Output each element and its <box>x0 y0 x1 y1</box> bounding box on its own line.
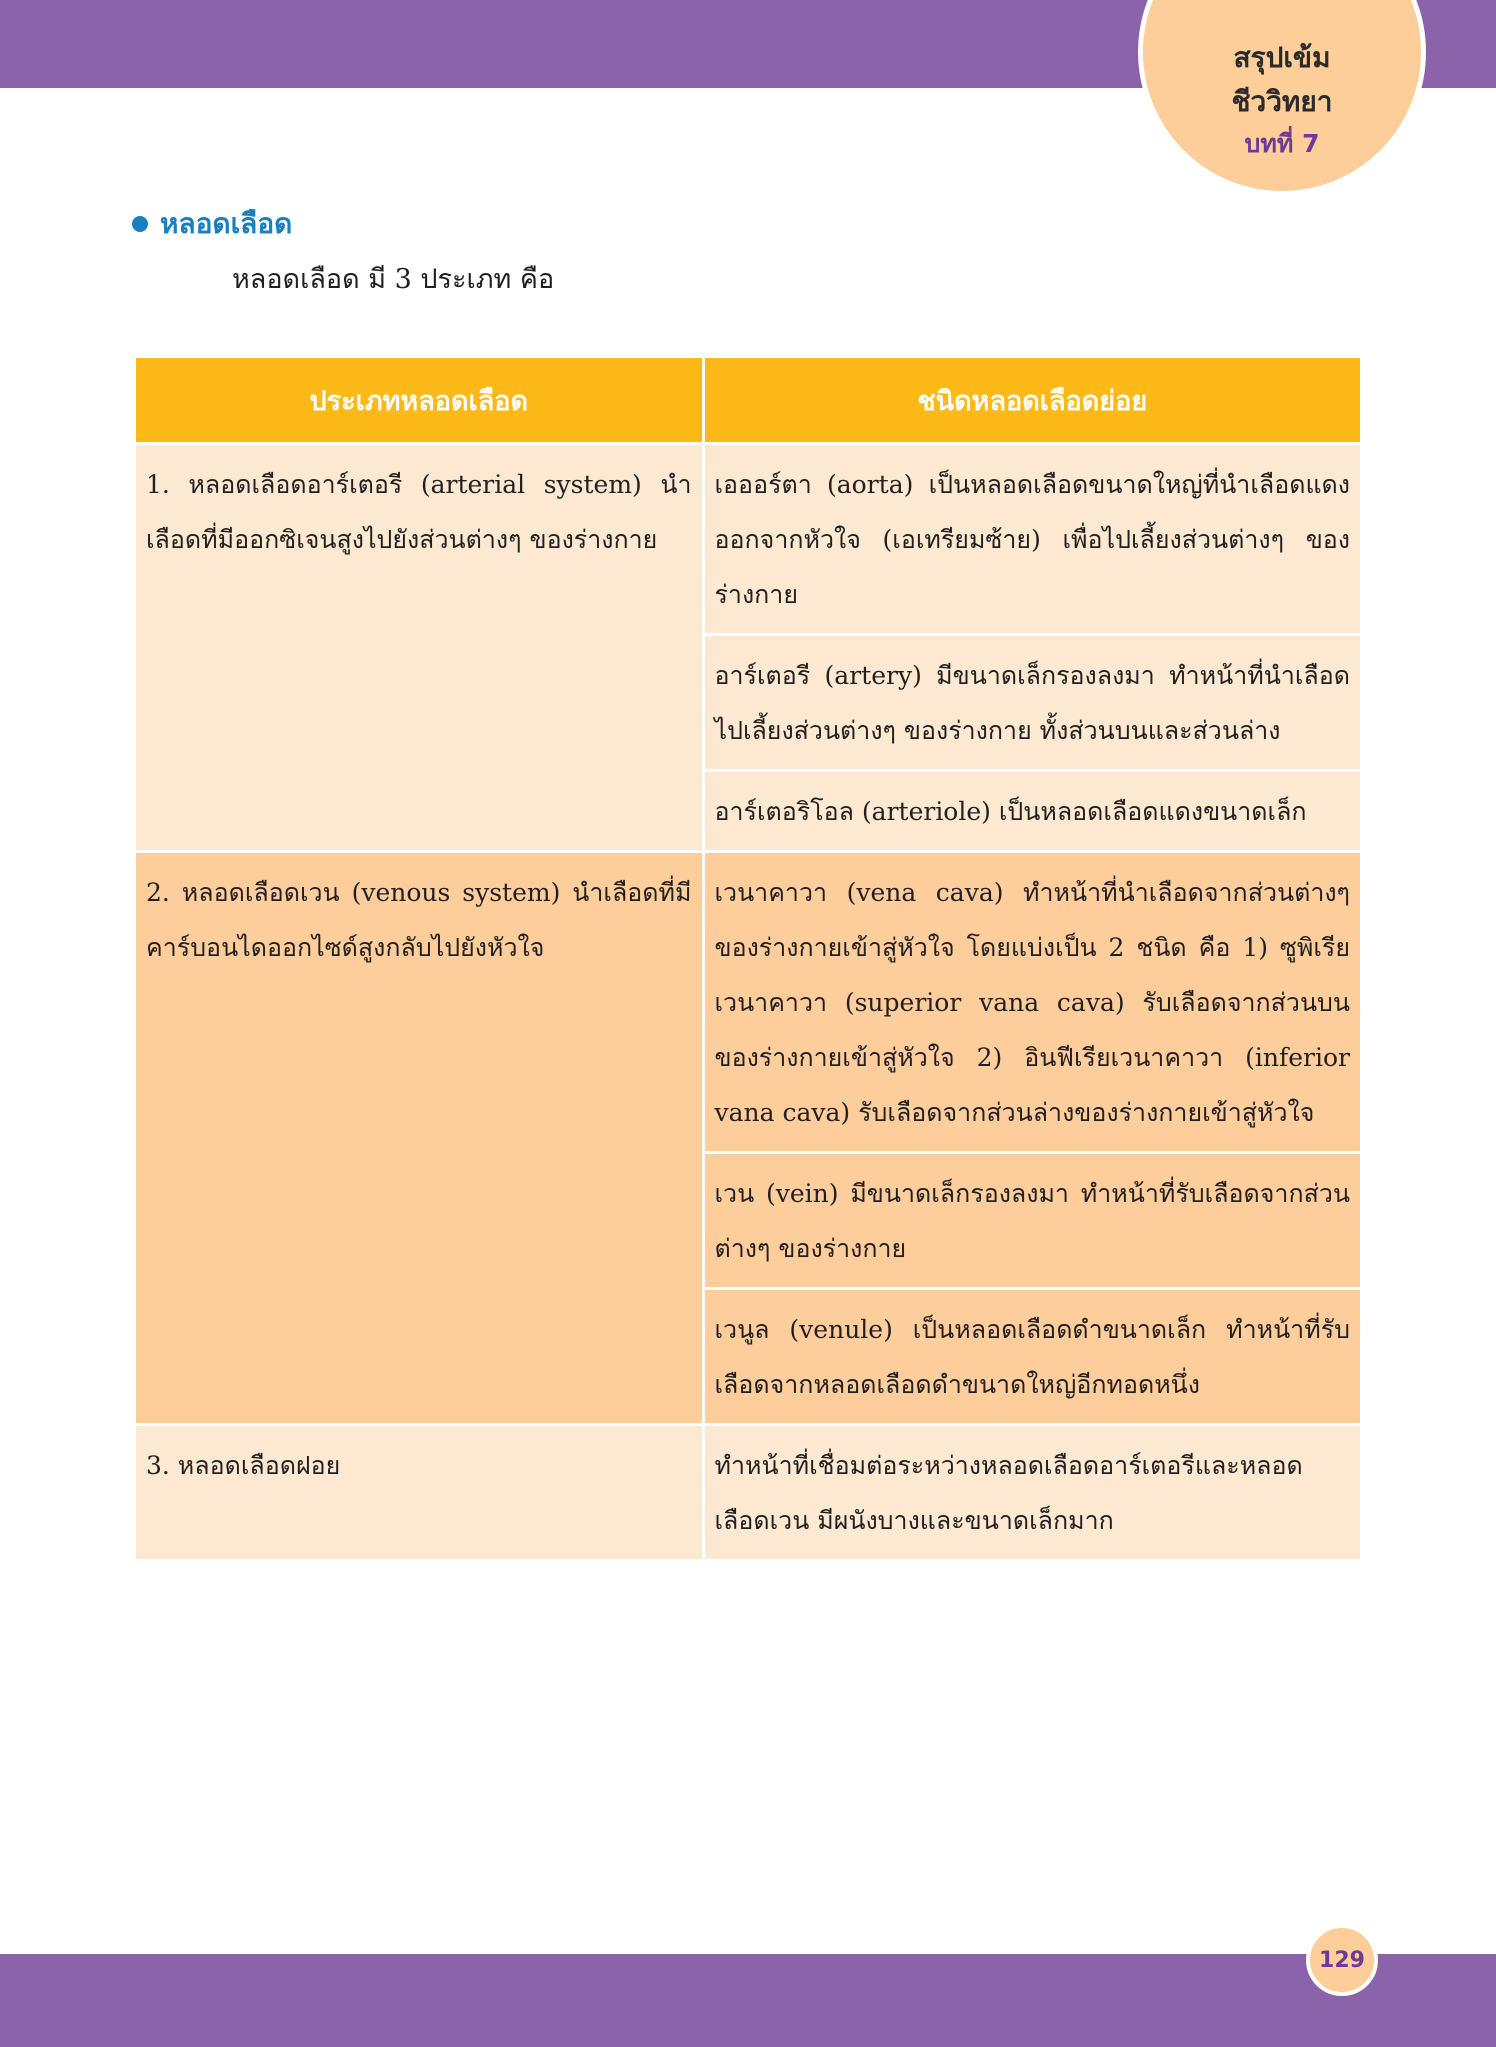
vessel-subtype-cell: เอออร์ตา (aorta) เป็นหลอดเลือดขนาดใหญ่ที่นำเลือดแดงออกจากหัวใจ (เอเทรียมซ้าย) เพื่อไปเลี้ยงส่วนต่างๆ ของร่างกาย <box>703 444 1360 635</box>
vessel-type-cell: 1. หลอดเลือดอาร์เตอรี (arterial system) นำเลือดที่มีออกซิเจนสูงไปยังส่วนต่างๆ ของร่างกาย <box>136 444 703 852</box>
chapter-label <box>1138 36 1426 164</box>
vessel-type-cell: 2. หลอดเลือดเวน (venous system) นำเลือดที่มีคาร์บอนไดออกไซด์สูงกลับไปยังหัวใจ <box>136 852 703 1425</box>
vessel-subtype-cell: เวนูล (venule) เป็นหลอดเลือดดำขนาดเล็ก ทำหน้าที่รับเลือดจากหลอดเลือดดำขนาดใหญ่อีกทอดหนึ่ง <box>703 1289 1360 1425</box>
bottom-band <box>0 1954 1496 2047</box>
vessel-subtype-cell: เวน (vein) มีขนาดเล็กรองลงมา ทำหน้าที่รับเลือดจากส่วนต่างๆ ของร่างกาย <box>703 1153 1360 1289</box>
header-vessel-type: ประเภทหลอดเลือด <box>136 358 703 444</box>
section-heading <box>132 200 292 248</box>
header-vessel-subtype: ชนิดหลอดเลือดย่อย <box>703 358 1360 444</box>
chapter-title-line1: สรุปเข้ม <box>1233 41 1331 74</box>
vessel-subtype-cell: อาร์เตอริโอล (arteriole) เป็นหลอดเลือดแดงขนาดเล็ก <box>703 771 1360 852</box>
section-title: หลอดเลือด <box>160 207 293 240</box>
page-number: 129 <box>1306 1924 1378 1996</box>
vessel-subtype-cell: เวนาคาวา (vena cava) ทำหน้าที่นำเลือดจากส่วนต่างๆ ของร่างกายเข้าสู่หัวใจ โดยแบ่งเป็น 2 ชนิด คือ 1) ซูพิเรียเวนาคาวา (superior vana cava) รับเลือดจากส่วนบนของร่างกายเข้าสู่หัวใจ 2) อินฟีเรียเวนาคาวา (inferior vana cava) รับเลือดจากส่วนล่างของร่างกายเข้าสู่หัวใจ <box>703 852 1360 1153</box>
vessel-subtype-cell: ทำหน้าที่เชื่อมต่อระหว่างหลอดเลือดอาร์เตอรีและหลอดเลือดเวน มีผนังบางและขนาดเล็กมาก <box>703 1425 1360 1561</box>
table-row <box>136 444 1360 635</box>
vessel-subtype-cell: อาร์เตอรี (artery) มีขนาดเล็กรองลงมา ทำหน้าที่นำเลือดไปเลี้ยงส่วนต่างๆ ของร่างกาย ทั้งส่วนบนและส่วนล่าง <box>703 635 1360 771</box>
chapter-number: บทที่ 7 <box>1244 129 1320 158</box>
chapter-title-line2: ชีววิทยา <box>1231 85 1333 118</box>
bullet-icon <box>132 216 148 232</box>
table-row <box>136 1425 1360 1561</box>
vessel-type-cell: 3. หลอดเลือดฝอย <box>136 1425 703 1561</box>
section-intro: หลอดเลือด มี 3 ประเภท คือ <box>232 264 555 295</box>
table-row <box>136 852 1360 1153</box>
blood-vessel-table <box>136 358 1360 1562</box>
table-header-row <box>136 358 1360 444</box>
